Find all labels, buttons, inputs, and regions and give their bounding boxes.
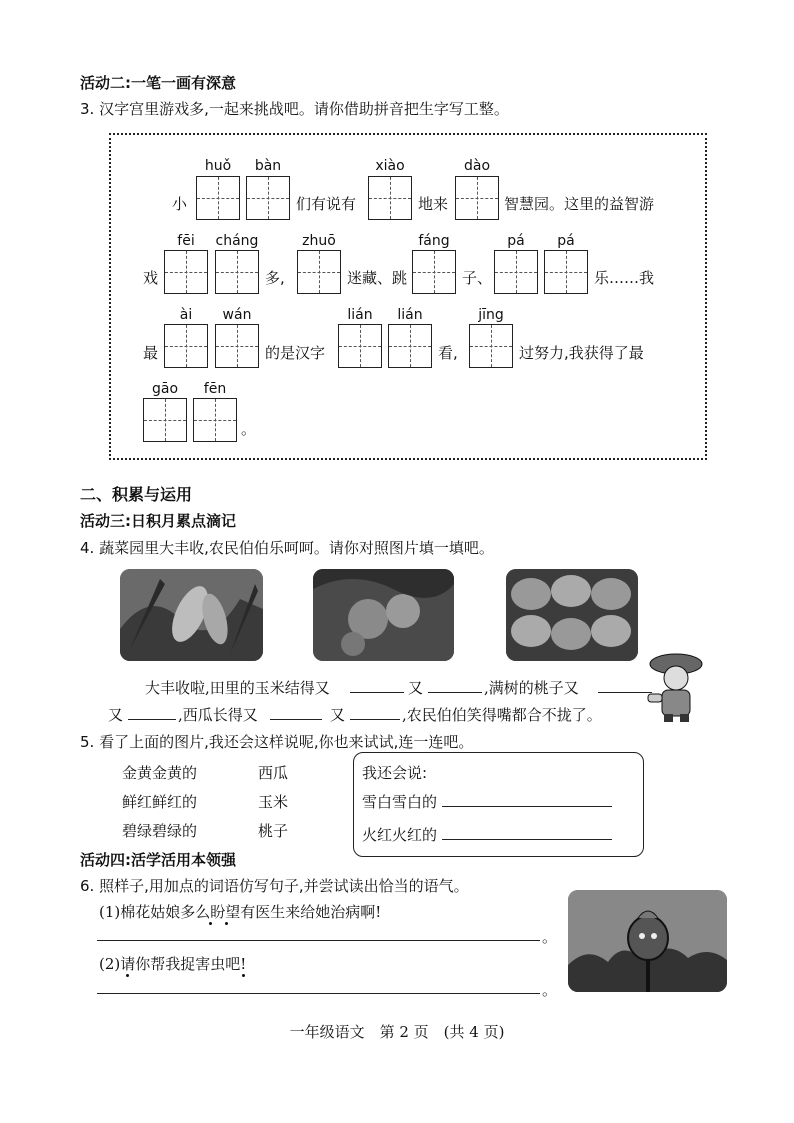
tian-grid-cell[interactable] [494, 250, 538, 294]
tian-grid-cell[interactable] [164, 250, 208, 294]
q5-box-item: 火红火红的 [362, 826, 438, 844]
q3-prompt: 3. 汉字宫里游戏多,一起来挑战吧。请你借助拼音把生字写工整。 [80, 100, 509, 118]
q5-right-item[interactable]: 西瓜 [258, 764, 289, 782]
q3-text: 最 [143, 344, 159, 362]
activity3-heading: 活动三:日积月累点滴记 [80, 512, 236, 530]
q3-text: 的是汉字 [265, 344, 326, 362]
q4-text: ,西瓜长得又 [178, 706, 258, 724]
pinyin: gāo [151, 381, 179, 397]
q6-sentence-1: (1)棉花姑娘多么盼望有医生来给她治病啊! [99, 903, 382, 921]
tian-grid-cell[interactable] [297, 250, 341, 294]
pinyin: bàn [254, 158, 282, 174]
blank-line[interactable] [350, 719, 400, 720]
tian-grid-cell[interactable] [388, 324, 432, 368]
tian-grid-cell[interactable] [412, 250, 456, 294]
q5-left-item[interactable]: 金黄金黄的 [122, 764, 198, 782]
emphasis-dot [126, 974, 129, 977]
q3-text: 小 [172, 195, 188, 213]
q3-text: 子、 [462, 269, 493, 287]
q3-text: 。 [241, 420, 257, 438]
q4-text: ,满树的桃子又 [484, 679, 579, 697]
blank-line[interactable] [428, 692, 482, 693]
pinyin: lián [347, 307, 373, 323]
q5-prompt: 5. 看了上面的图片,我还会这样说呢,你也来试试,连一连吧。 [80, 733, 474, 751]
q3-text: 乐……我 [594, 269, 655, 287]
tian-grid-cell[interactable] [196, 176, 240, 220]
answer-line[interactable] [97, 940, 540, 941]
pinyin: huǒ [204, 158, 232, 174]
tian-grid-cell[interactable] [368, 176, 412, 220]
tian-grid-cell[interactable] [338, 324, 382, 368]
blank-line[interactable] [350, 692, 404, 693]
q4-text: 又 [408, 679, 424, 697]
tian-grid-cell[interactable] [455, 176, 499, 220]
blank-line[interactable] [270, 719, 322, 720]
tian-grid-cell[interactable] [469, 324, 513, 368]
blank-line[interactable] [442, 806, 612, 807]
peach-photo [313, 569, 454, 661]
watermelon-photo [506, 569, 638, 661]
q5-left-item[interactable]: 碧绿碧绿的 [122, 822, 198, 840]
q4-prompt: 4. 蔬菜园里大丰收,农民伯伯乐呵呵。请你对照图片填一填吧。 [80, 539, 494, 557]
section2-heading: 二、积累与运用 [80, 485, 193, 504]
pinyin: jīng [478, 307, 504, 323]
tian-grid-cell[interactable] [143, 398, 187, 442]
tian-grid-cell[interactable] [215, 250, 259, 294]
period: 。 [542, 928, 558, 946]
pinyin: wán [222, 307, 252, 323]
q3-text: 过努力,我获得了最 [519, 344, 644, 362]
pinyin: dào [463, 158, 491, 174]
pinyin: fēn [203, 381, 227, 397]
corn-photo [120, 569, 263, 661]
activity4-heading: 活动四:活学活用本领强 [80, 851, 236, 869]
q4-text: ,农民伯伯笑得嘴都合不拢了。 [402, 706, 602, 724]
q5-right-item[interactable]: 玉米 [258, 793, 289, 811]
blank-line[interactable] [442, 839, 612, 840]
q3-text: 们有说有 [296, 195, 357, 213]
blank-line[interactable] [128, 719, 176, 720]
q3-text: 看, [438, 344, 458, 362]
tian-grid-cell[interactable] [193, 398, 237, 442]
blank-line[interactable] [598, 692, 652, 693]
pinyin: pá [557, 233, 575, 249]
q6-prompt: 6. 照样子,用加点的词语仿写句子,并尝试读出恰当的语气。 [80, 877, 469, 895]
cotton-girl-picture [568, 890, 727, 992]
pinyin: pá [507, 233, 525, 249]
q3-text: 戏 [143, 269, 159, 287]
pinyin: cháng [215, 233, 259, 249]
q4-text: 又 [108, 706, 124, 724]
tian-grid-cell[interactable] [246, 176, 290, 220]
q3-text: 迷藏、跳 [347, 269, 408, 287]
tian-grid-cell[interactable] [164, 324, 208, 368]
page-footer: 一年级语文 第 2 页 (共 4 页) [289, 1023, 505, 1041]
pinyin: xiào [375, 158, 405, 174]
period: 。 [542, 981, 558, 999]
farmer-cartoon [644, 650, 704, 722]
q3-text: 智慧园。这里的益智游 [504, 195, 655, 213]
q3-text: 地来 [418, 195, 449, 213]
q3-text: 多, [265, 269, 285, 287]
pinyin: zhuō [302, 233, 336, 249]
emphasis-dot [209, 922, 212, 925]
q5-left-item[interactable]: 鲜红鲜红的 [122, 793, 198, 811]
emphasis-dot [242, 974, 245, 977]
q6-sentence-2: (2)请你帮我捉害虫吧! [99, 955, 247, 973]
activity2-heading: 活动二:一笔一画有深意 [80, 74, 236, 92]
pinyin: lián [397, 307, 423, 323]
q5-box-item: 雪白雪白的 [362, 793, 438, 811]
emphasis-dot [225, 922, 228, 925]
q4-text: 大丰收啦,田里的玉米结得又 [145, 679, 330, 697]
tian-grid-cell[interactable] [544, 250, 588, 294]
q4-text: 又 [330, 706, 346, 724]
tian-grid-cell[interactable] [215, 324, 259, 368]
q5-box-title: 我还会说: [362, 764, 428, 782]
q5-right-item[interactable]: 桃子 [258, 822, 289, 840]
pinyin: fáng [418, 233, 450, 249]
pinyin: ài [179, 307, 193, 323]
pinyin: fēi [177, 233, 195, 249]
answer-line[interactable] [97, 993, 540, 994]
